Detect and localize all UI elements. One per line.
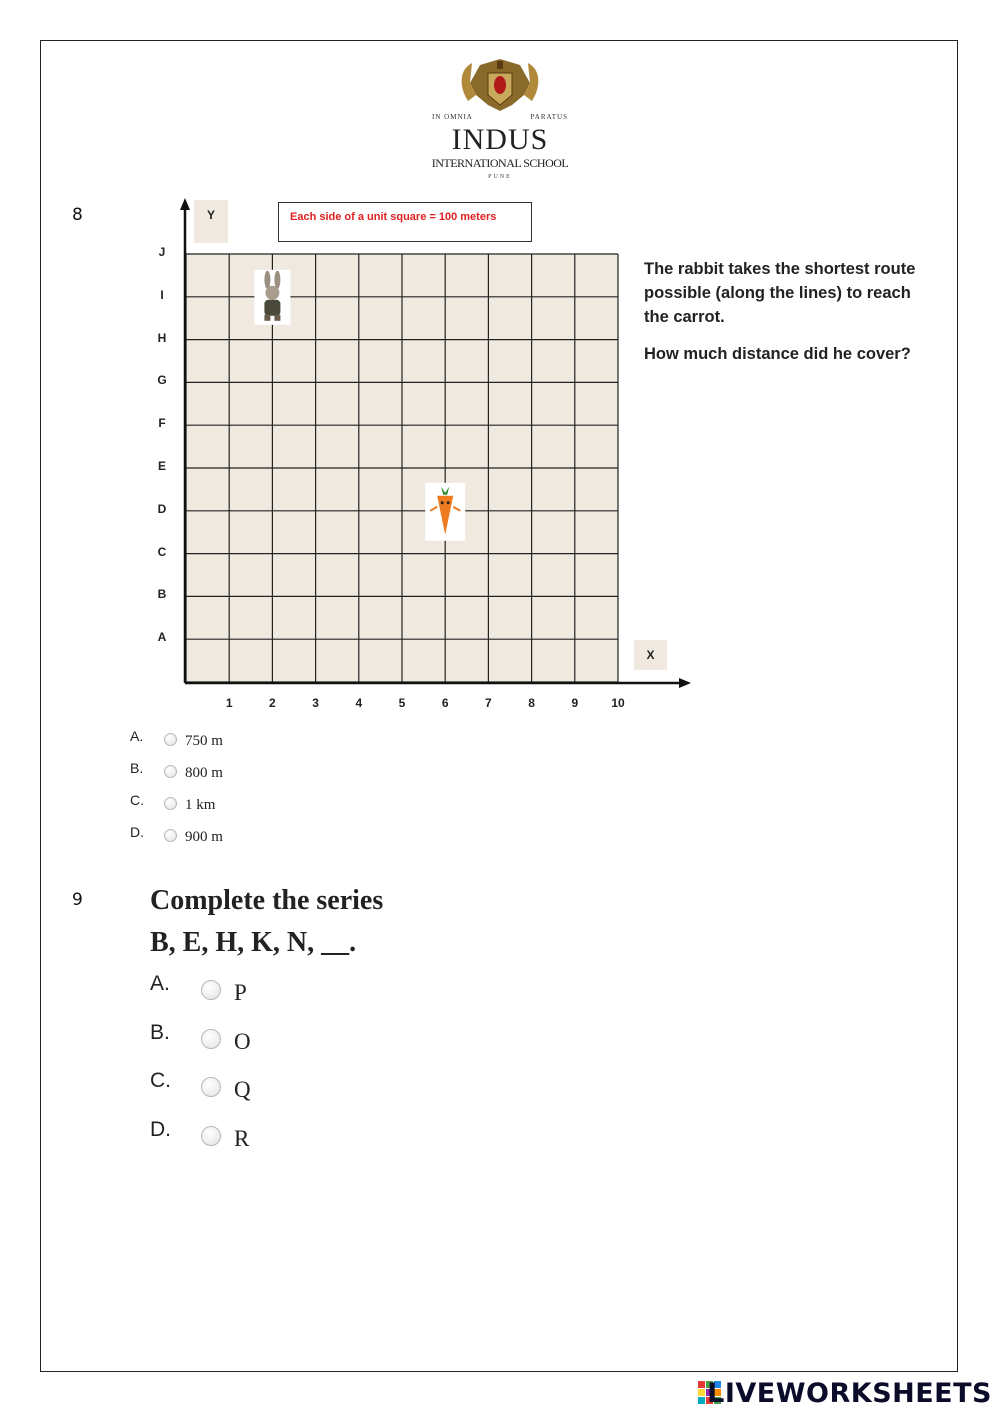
school-city: PUNE (488, 174, 512, 180)
x-tick-label: 4 (355, 696, 363, 710)
option-letter: D. (130, 824, 144, 840)
q9-option-d[interactable] (150, 1118, 350, 1154)
radio-button[interactable] (164, 765, 177, 778)
question-9-title: Complete the series (150, 885, 384, 916)
radio-button[interactable] (164, 829, 177, 842)
option-letter: B. (150, 1021, 170, 1044)
option-letter: D. (150, 1118, 171, 1141)
option-text: P (234, 980, 247, 1005)
x-tick-label: 9 (571, 696, 579, 710)
x-tick-label: 7 (485, 696, 492, 710)
x-tick-label: 5 (398, 696, 406, 710)
school-name: INDUS (451, 123, 549, 156)
q8-option-a[interactable] (130, 728, 330, 754)
x-tick-label: 1 (225, 696, 233, 710)
q8-option-c[interactable] (130, 792, 330, 818)
option-text: 1 km (185, 797, 216, 813)
school-subtitle: INTERNATIONAL SCHOOL (431, 156, 569, 170)
y-tick-label: D (157, 501, 167, 516)
option-text: 900 m (185, 829, 223, 845)
y-tick-label: J (158, 245, 166, 259)
y-tick-label: A (157, 630, 167, 645)
scale-note: Each side of a unit square = 100 meters (278, 202, 532, 242)
question-8-question: How much distance did he cover? (644, 345, 911, 363)
x-axis-arrow-icon (679, 678, 691, 688)
option-letter: A. (130, 728, 144, 744)
q8-option-b[interactable] (130, 760, 330, 786)
radio-button[interactable] (201, 980, 221, 1000)
question-8-prompt: The rabbit takes the shortest route possible (along the lines) to reach the carrot. (644, 260, 916, 326)
q8-option-d[interactable] (130, 824, 330, 850)
question-9-series: B, E, H, K, N, __. (150, 927, 357, 958)
q9-option-b[interactable] (150, 1021, 350, 1057)
option-letter: C. (130, 792, 144, 808)
carrot-marker (425, 483, 465, 541)
x-axis-label: X (634, 640, 667, 670)
y-tick-label: F (158, 416, 166, 431)
question-8-number: 8 (72, 205, 83, 225)
option-letter: B. (130, 760, 144, 776)
option-text: R (234, 1126, 250, 1151)
y-axis-arrow-icon (180, 198, 190, 210)
option-letter: A. (150, 972, 170, 995)
option-letter: C. (150, 1069, 171, 1092)
x-tick-label: 3 (312, 696, 319, 710)
option-text: 800 m (185, 765, 223, 781)
radio-button[interactable] (201, 1126, 221, 1146)
option-text: 750 m (185, 733, 223, 749)
y-tick-label: E (157, 459, 166, 473)
motto-left: IN OMNIA (432, 113, 473, 121)
y-tick-label: B (157, 587, 167, 602)
radio-button[interactable] (201, 1029, 221, 1049)
x-tick-label: 8 (528, 696, 535, 710)
y-tick-label: I (160, 287, 164, 302)
motto-right: PARATUS (530, 113, 568, 121)
q9-option-c[interactable] (150, 1069, 350, 1105)
rabbit-marker (254, 270, 290, 325)
radio-button[interactable] (201, 1077, 221, 1097)
q9-option-a[interactable] (150, 972, 350, 1008)
liveworksheets-brand: LIVEWORKSHEETS (707, 1378, 992, 1409)
y-axis-label: Y (194, 200, 228, 243)
x-tick-label: 10 (611, 696, 625, 710)
y-tick-label: H (157, 330, 167, 345)
question-9-number: 9 (72, 890, 83, 910)
x-tick-label: 6 (441, 696, 449, 710)
y-tick-label: G (157, 373, 167, 388)
x-tick-label: 2 (269, 696, 276, 710)
option-text: Q (234, 1077, 251, 1102)
y-tick-label: C (157, 544, 167, 559)
radio-button[interactable] (164, 797, 177, 810)
radio-button[interactable] (164, 733, 177, 746)
option-text: O (234, 1029, 251, 1054)
